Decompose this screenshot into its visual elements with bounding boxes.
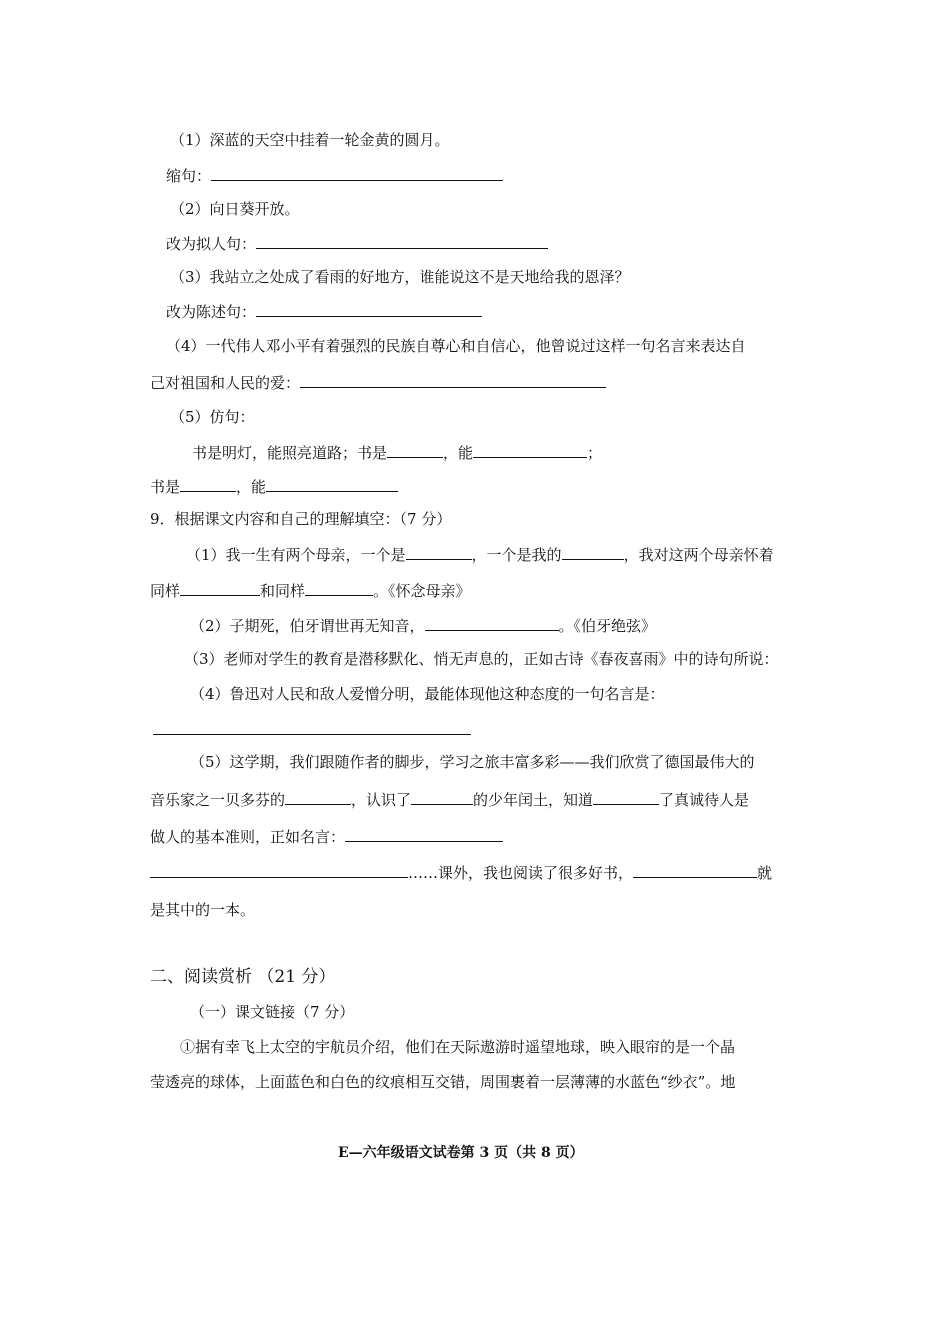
q9-s1-blank-1[interactable] xyxy=(406,543,472,560)
q9-s2 xyxy=(190,614,656,637)
q9-s2-text-b: 。《伯牙绝弦》 xyxy=(558,617,657,635)
q4-text-line1: （4）一代伟人邓小平有着强烈的民族自尊心和自信心，他曾说过这样一句名言来表达自 xyxy=(166,337,746,355)
q3-answer-line xyxy=(166,300,482,323)
q4-text-line2: 己对祖国和人民的爱： xyxy=(150,374,301,392)
q9-s5-line2 xyxy=(150,788,749,811)
q3-answer-label: 改为陈述句： xyxy=(166,303,257,321)
q5-blank-3[interactable] xyxy=(180,475,236,492)
q9-s1-text-c: ，我对这两个母亲怀着 xyxy=(623,546,774,564)
q9-s1-text-a: （1）我一生有两个母亲，一个是 xyxy=(186,546,406,564)
section2-title: 二、阅读赏析 （21 分） xyxy=(150,967,336,987)
q9-s5-text-d: 的少年闰土，知道 xyxy=(473,791,594,809)
q9-s3: （3）老师对学生的教育是潜移默化、悄无声息的，正如古诗《春夜喜雨》中的诗句所说： xyxy=(184,650,779,668)
q9-s5-blank-1[interactable] xyxy=(285,788,351,805)
passage-line1: ①据有幸飞上太空的宇航员介绍，他们在天际遨游时遥望地球，映入眼帘的是一个晶 xyxy=(180,1038,736,1056)
q9-s5-text-h: 就 xyxy=(757,864,773,882)
q9-s4: （4）鲁迅对人民和敌人爱憎分明，最能体现他这种态度的一句名言是： xyxy=(190,685,665,703)
q5-line2-text-b: ，能 xyxy=(236,478,267,496)
q9-s1-blank-4[interactable] xyxy=(305,579,373,596)
q2-text: （2）向日葵开放。 xyxy=(170,200,300,218)
q9-s2-text-a: （2）子期死，伯牙谓世再无知音， xyxy=(190,617,425,635)
q4-answer-line xyxy=(150,371,606,394)
q9-s5-text-c: ，认识了 xyxy=(351,791,412,809)
q5-blank-2[interactable] xyxy=(473,441,587,458)
q5-blank-1[interactable] xyxy=(387,441,443,458)
q9-s5-line5: 是其中的一本。 xyxy=(150,901,256,919)
q9-s5-line1: （5）这学期，我们跟随作者的脚步，学习之旅丰富多彩——我们欣赏了德国最伟大的 xyxy=(190,753,755,771)
q9-s1-blank-3[interactable] xyxy=(180,579,260,596)
q9-s4-blank[interactable] xyxy=(153,734,471,735)
q1-blank[interactable] xyxy=(211,164,503,181)
q9-s5-blank-6[interactable] xyxy=(633,861,757,878)
q5-line2-text-a: 书是 xyxy=(150,478,181,496)
section2-subtitle: （一）课文链接（7 分） xyxy=(190,1003,355,1021)
q5-line1-text-b: ，能 xyxy=(443,444,474,462)
q9-s1-text-e: 和同样 xyxy=(260,582,306,600)
page-footer: E—六年级语文试卷第 3 页（共 8 页） xyxy=(338,1145,584,1161)
q5-line1-text-a: 书是明灯，能照亮道路；书是 xyxy=(192,444,388,462)
q9-s1-text-f: 。《怀念母亲》 xyxy=(373,582,471,600)
q9-s1-text-b: ，一个是我的 xyxy=(471,546,562,564)
q3-blank[interactable] xyxy=(256,300,482,317)
q9-s5-blank-5[interactable] xyxy=(150,861,408,878)
q5-line1 xyxy=(192,441,602,464)
q9-s5-text-b: 音乐家之一贝多芬的 xyxy=(150,791,286,809)
q9-s1-line1 xyxy=(186,543,774,566)
q2-answer-line xyxy=(166,232,548,255)
q9-s5-blank-2[interactable] xyxy=(411,788,473,805)
q5-blank-4[interactable] xyxy=(266,475,398,492)
q9-s5-blank-3[interactable] xyxy=(593,788,659,805)
q5-label: （5）仿句： xyxy=(170,408,255,426)
q9-title: 9．根据课文内容和自己的理解填空：（7 分） xyxy=(150,510,452,528)
q4-blank[interactable] xyxy=(300,371,606,388)
q9-s1-line2 xyxy=(150,579,471,602)
q9-s5-blank-4[interactable] xyxy=(345,825,503,842)
q9-s5-text-f: 做人的基本准则，正如名言： xyxy=(150,828,346,846)
q3-text: （3）我站立之处成了看雨的好地方，谁能说这不是天地给我的恩泽？ xyxy=(170,268,630,286)
q2-answer-label: 改为拟人句： xyxy=(166,235,257,253)
q9-s5-line4 xyxy=(150,861,772,884)
q1-answer-label: 缩句： xyxy=(166,167,212,185)
q5-line2 xyxy=(150,475,398,498)
q9-s5-text-e: 了真诚待人是 xyxy=(659,791,750,809)
q1-answer-line xyxy=(166,164,503,187)
q9-s5-line3 xyxy=(150,825,503,848)
q5-line1-text-c: ； xyxy=(587,444,603,462)
q9-s2-blank[interactable] xyxy=(425,614,559,631)
q9-s5-text-g: ……课外，我也阅读了很多好书， xyxy=(408,864,634,882)
passage-line2: 莹透亮的球体，上面蓝色和白色的纹痕相互交错，周围裹着一层薄薄的水蓝色“纱衣”。地 xyxy=(150,1073,736,1091)
q9-s1-blank-2[interactable] xyxy=(562,543,624,560)
q2-blank[interactable] xyxy=(256,232,548,249)
q9-s1-text-d: 同样 xyxy=(150,582,181,600)
q1-text: （1）深蓝的天空中挂着一轮金黄的圆月。 xyxy=(170,131,450,149)
